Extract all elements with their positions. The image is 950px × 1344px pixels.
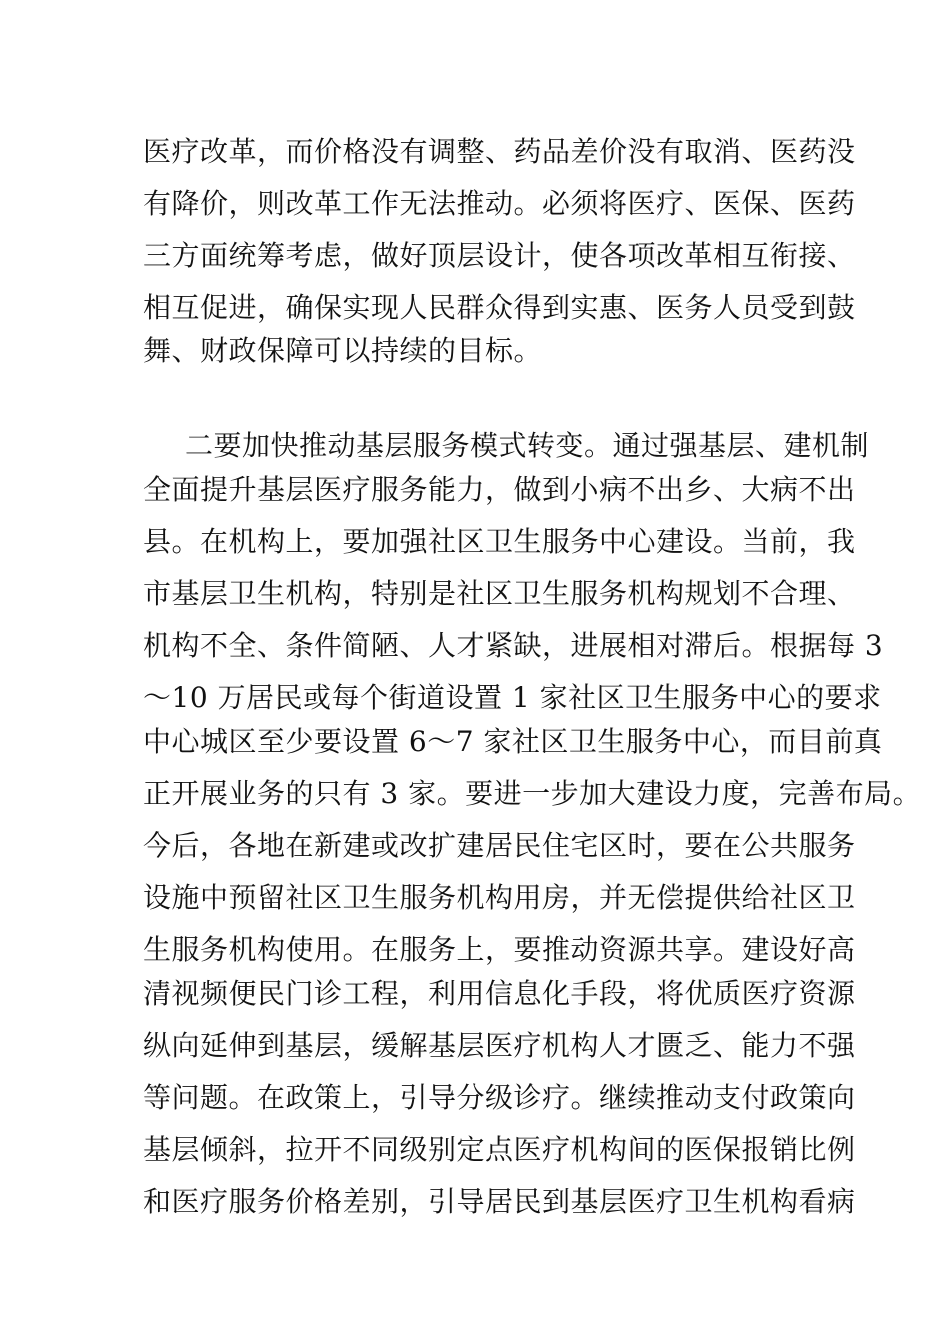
paragraph-2-line-12: 清视频便民门诊工程，利用信息化手段，将优质医疗资源 bbox=[143, 977, 856, 1010]
paragraph-2-line-7: 中心城区至少要设置 6～7 家社区卫生服务中心，而目前真 bbox=[143, 725, 883, 758]
paragraph-1-line-2: 有降价，则改革工作无法推动。必须将医疗、医保、医药 bbox=[143, 187, 856, 220]
paragraph-2-line-1: 二要加快推动基层服务模式转变。通过强基层、建机制 bbox=[185, 429, 870, 462]
paragraph-2-line-16: 和医疗服务价格差别，引导居民到基层医疗卫生机构看病 bbox=[143, 1185, 856, 1218]
paragraph-2-line-4: 市基层卫生机构，特别是社区卫生服务机构规划不合理、 bbox=[143, 577, 856, 610]
paragraph-2-line-11: 生服务机构使用。在服务上，要推动资源共享。建设好高 bbox=[143, 933, 856, 966]
paragraph-2-line-3: 县。在机构上，要加强社区卫生服务中心建设。当前，我 bbox=[143, 525, 856, 558]
paragraph-2-line-8: 正开展业务的只有 3 家。要进一步加大建设力度，完善布局。 bbox=[143, 777, 922, 810]
paragraph-2-line-9: 今后，各地在新建或改扩建居民住宅区时，要在公共服务 bbox=[143, 829, 856, 862]
paragraph-1-line-3: 三方面统筹考虑，做好顶层设计，使各项改革相互衔接、 bbox=[143, 239, 856, 272]
paragraph-1-line-1: 医疗改革，而价格没有调整、药品差价没有取消、医药没 bbox=[143, 135, 856, 168]
paragraph-2-line-6: ～10 万居民或每个街道设置 1 家社区卫生服务中心的要求 bbox=[143, 681, 882, 714]
paragraph-1-line-4: 相互促进，确保实现人民群众得到实惠、医务人员受到鼓 bbox=[143, 291, 856, 324]
paragraph-2-line-13: 纵向延伸到基层，缓解基层医疗机构人才匮乏、能力不强 bbox=[143, 1029, 856, 1062]
paragraph-2-line-14: 等问题。在政策上，引导分级诊疗。继续推动支付政策向 bbox=[143, 1081, 856, 1114]
paragraph-2-line-5: 机构不全、条件简陋、人才紧缺，进展相对滞后。根据每 3 bbox=[143, 629, 884, 662]
paragraph-1-line-5: 舞、财政保障可以持续的目标。 bbox=[143, 334, 543, 367]
paragraph-2-line-10: 设施中预留社区卫生服务机构用房，并无偿提供给社区卫 bbox=[143, 881, 856, 914]
paragraph-2-line-15: 基层倾斜，拉开不同级别定点医疗机构间的医保报销比例 bbox=[143, 1133, 856, 1166]
paragraph-2-line-2: 全面提升基层医疗服务能力，做到小病不出乡、大病不出 bbox=[143, 473, 856, 506]
